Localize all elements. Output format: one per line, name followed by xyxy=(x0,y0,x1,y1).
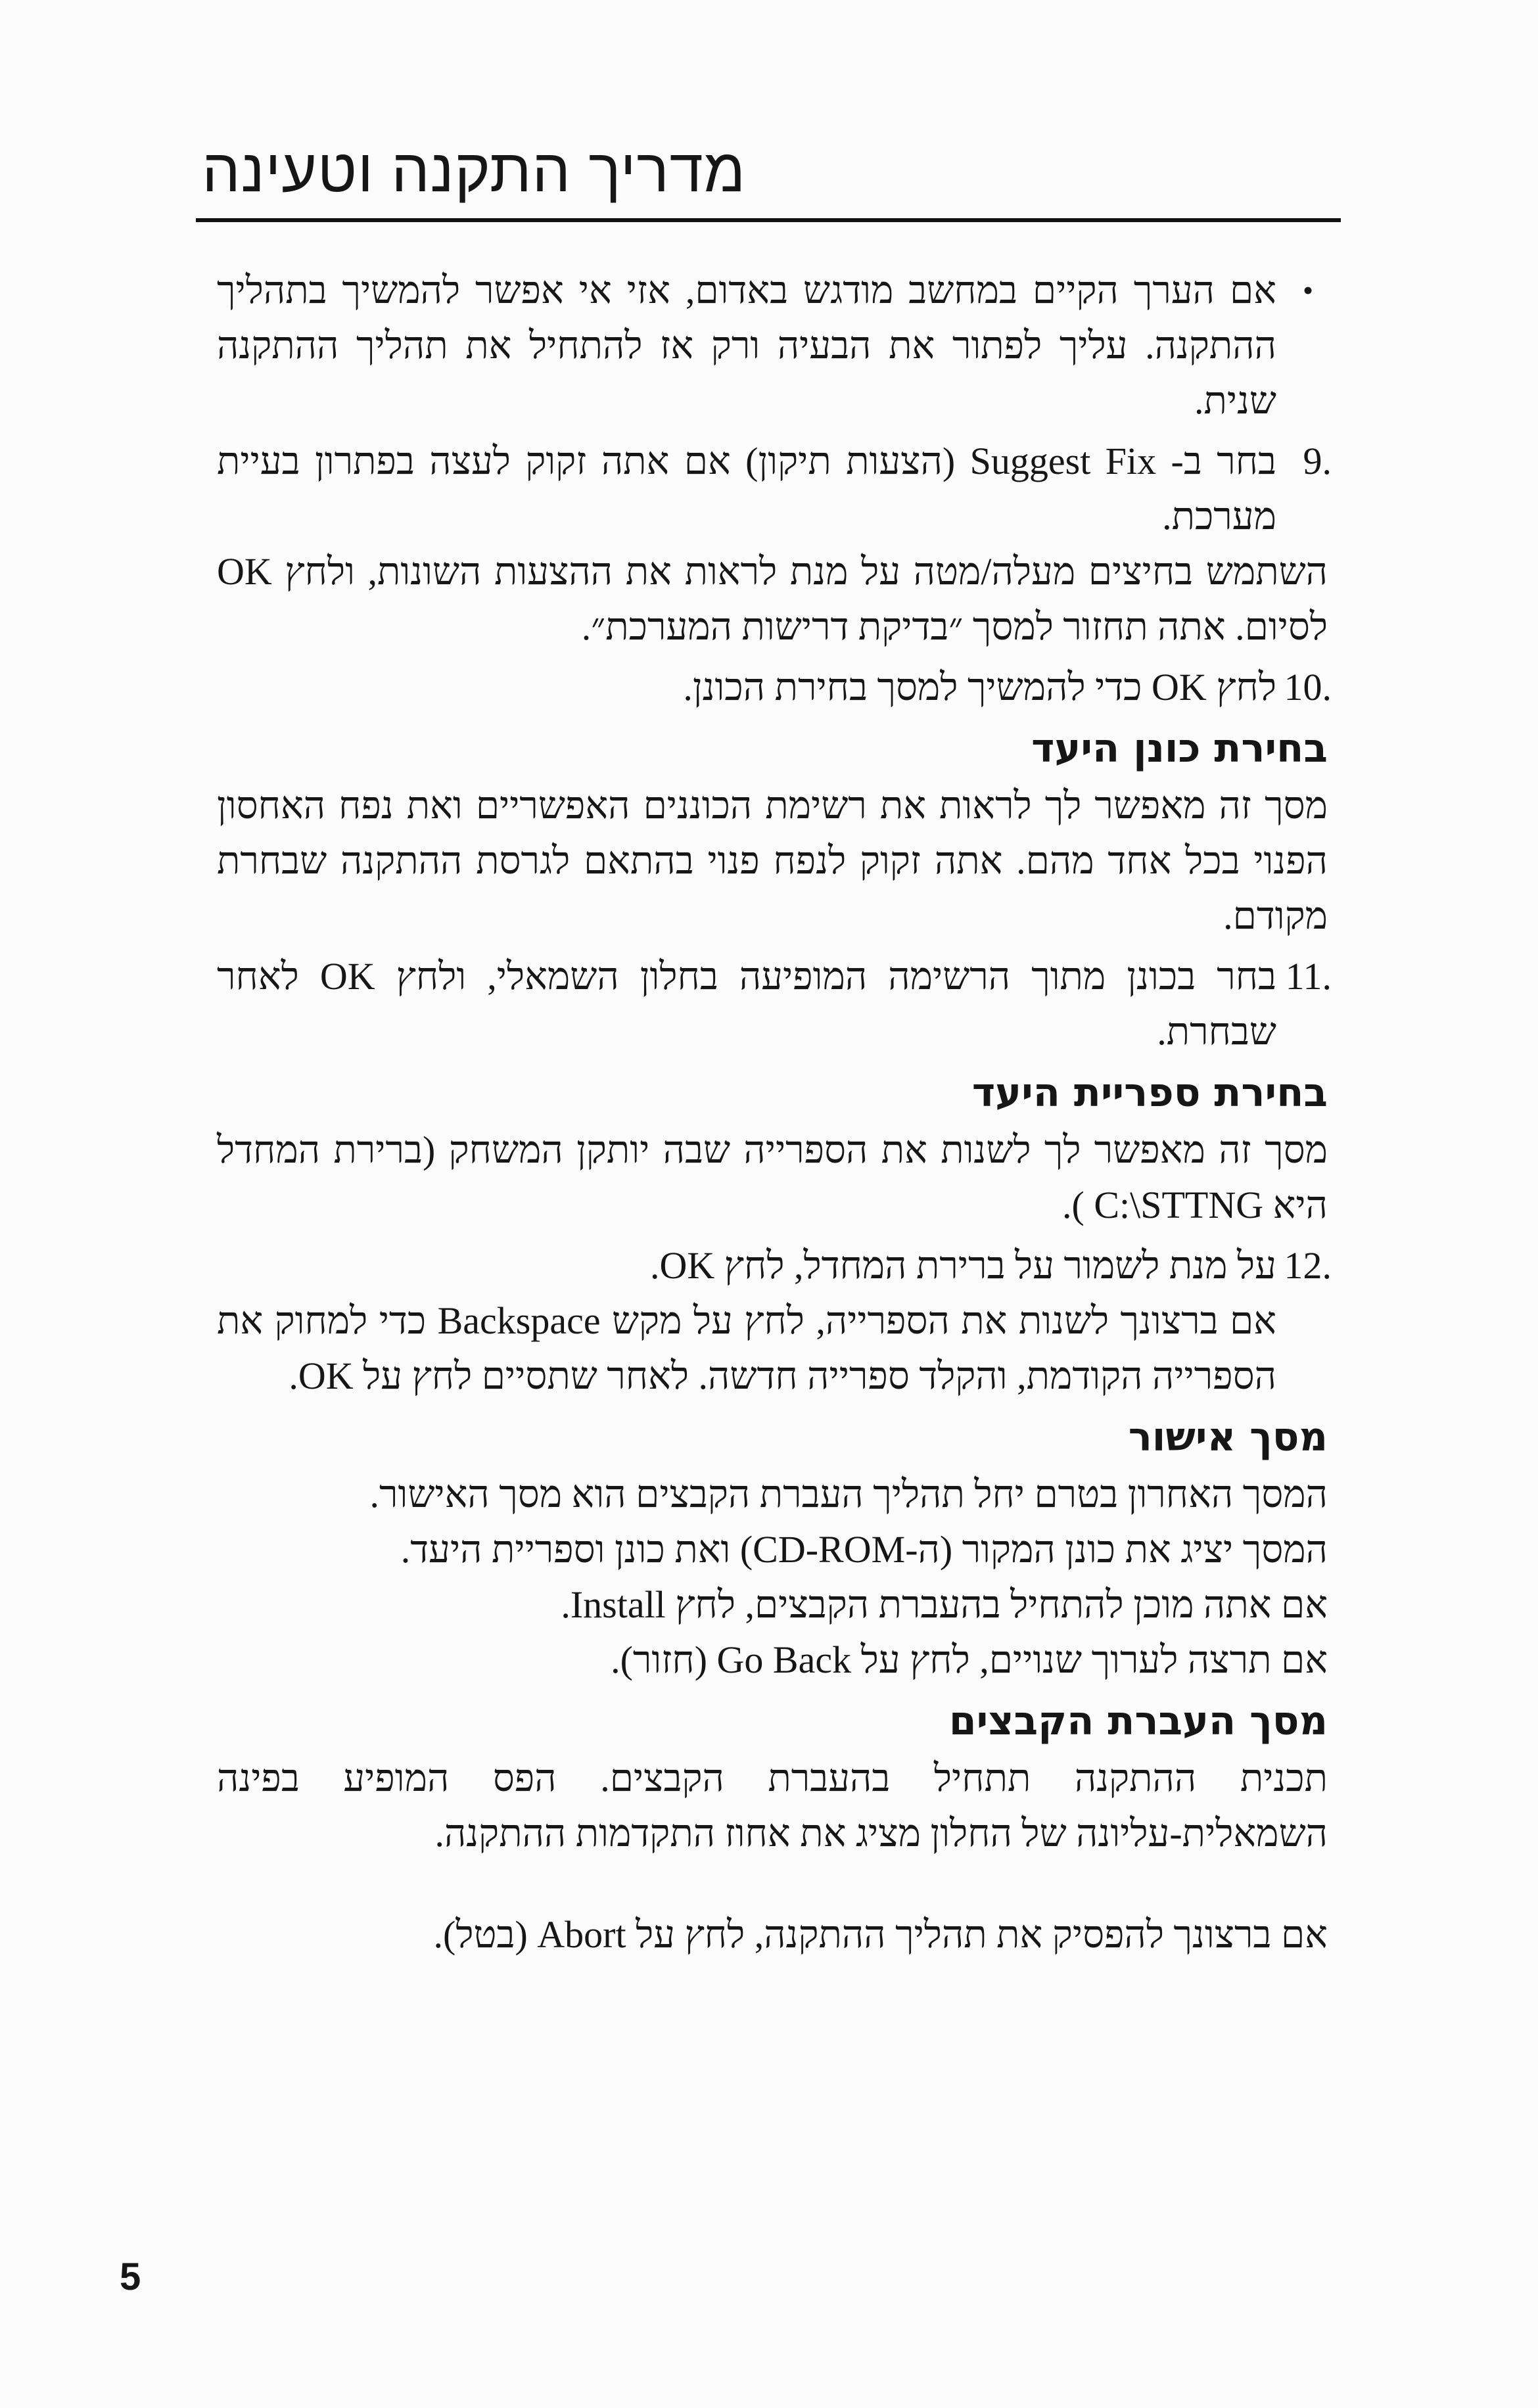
confirm-line: המסך האחרון בטרם יחל תהליך העברת הקבצים הוא מסך האישור. xyxy=(369,1473,1328,1516)
step-12 xyxy=(217,1238,1332,1293)
step-text: לחץ OK כדי להמשיך למסך בחירת הכונן. xyxy=(683,666,1276,708)
header-divider xyxy=(196,218,1341,222)
drive-paragraph: מסך זה מאפשר לך לראות את רשימת הכוננים האפשריים ואת נפח האחסון הפנוי בכל אחד מהם. אתה זקוק לנפח פנוי בהתאם לגרסת ההתקנה שבחרת מקודם. xyxy=(217,784,1328,937)
transfer-paragraph: תכנית ההתקנה תתחיל בהעברת הקבצים. הפס המופיע בפינה השמאלית-עליונה של החלון מציג את אחוז התקדמות ההתקנה. xyxy=(217,1757,1328,1855)
step-12-note: אם ברצונך לשנות את הספרייה, לחץ על מקש Backspace כדי למחוק את הספרייה הקודמת, והקלד ספרייה חדשה. לאחר שתסיים לחץ על OK. xyxy=(217,1299,1276,1397)
folder-paragraph: מסך זה מאפשר לך לשנות את הספרייה שבה יותקן המשחק (ברירת המחדל היא C:\STTNG ). xyxy=(217,1128,1328,1226)
confirm-line: המסך יציג את כונן המקור (ה-CD-ROM) ואת כונן וספריית היעד. xyxy=(400,1528,1328,1571)
step-11 xyxy=(217,949,1332,1059)
confirm-line: אם אתה מוכן להתחיל בהעברת הקבצים, לחץ Install. xyxy=(561,1583,1328,1626)
section-heading-target-drive: בחירת כונן היעד xyxy=(1031,726,1328,772)
page-body xyxy=(217,263,1332,1962)
step-number: 12. xyxy=(1284,1244,1332,1287)
step-text: בחר ב- Suggest Fix (הצעות תיקון) אם אתה זקוק לעצה בפתרון בעיית מערכת. xyxy=(217,440,1276,538)
page-title: מדריך התקנה וטעינה xyxy=(202,137,746,204)
section-heading-file-transfer: מסך העברת הקבצים xyxy=(948,1698,1328,1744)
bullet-marker: • xyxy=(1302,273,1314,307)
abort-paragraph: אם ברצונך להפסיק את תהליך ההתקנה, לחץ על Abort (בטל). xyxy=(433,1913,1328,1956)
section-heading-confirm: מסך אישור xyxy=(1128,1414,1328,1460)
step-number: 11. xyxy=(1285,955,1332,998)
bullet-item xyxy=(217,263,1328,428)
section-heading-target-folder: בחירת ספריית היעד xyxy=(971,1070,1328,1116)
step-9-note: השתמש בחיצים מעלה/מטה על מנת לראות את ההצעות השונות, ולחץ OK לסיום. אתה תחזור למסך ״בדיקת דרישות המערכת״. xyxy=(217,550,1328,648)
step-text: על מנת לשמור על ברירת המחדל, לחץ OK. xyxy=(650,1244,1276,1287)
step-text: בחר בכונן מתוך הרשימה המופיעה בחלון השמאלי, ולחץ OK לאחר שבחרת. xyxy=(217,955,1276,1053)
page-number: 5 xyxy=(120,2256,141,2298)
step-number: 10. xyxy=(1284,666,1332,708)
step-number: 9. xyxy=(1303,440,1332,482)
step-10 xyxy=(217,660,1332,715)
bullet-text: אם הערך הקיים במחשב מודגש באדום, אזי אי אפשר להמשיך בתהליך ההתקנה. עליך לפתור את הבעיה ורק אז להתחיל את תהליך ההתקנה שנית. xyxy=(217,269,1276,422)
confirm-line: אם תרצה לערוך שנויים, לחץ על Go Back (חזור). xyxy=(611,1638,1328,1681)
step-9 xyxy=(217,434,1332,544)
